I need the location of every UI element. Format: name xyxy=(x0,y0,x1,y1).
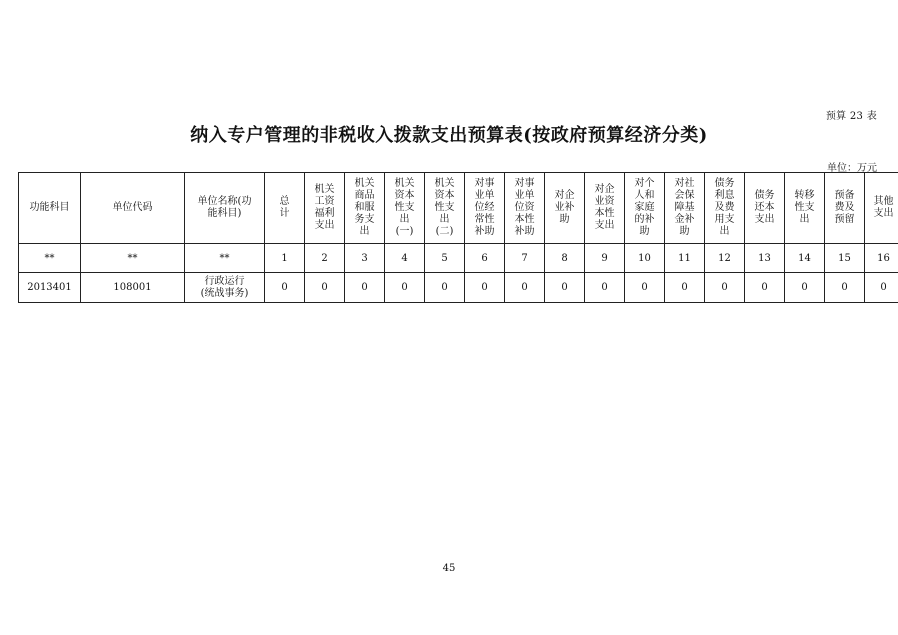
code-cell: 5 xyxy=(425,244,465,273)
code-cell: 2 xyxy=(305,244,345,273)
table-row xyxy=(19,273,898,303)
code-cell: 12 xyxy=(705,244,745,273)
header-debt-interest: 债务 利息 及费 用支 出 xyxy=(705,173,745,244)
header-other: 其他 支出 xyxy=(865,173,898,244)
code-cell: 10 xyxy=(625,244,665,273)
value-cell: 0 xyxy=(705,273,745,303)
value-cell: 0 xyxy=(385,273,425,303)
unit-name-cell: 行政运行 (统战事务) xyxy=(185,273,265,303)
value-cell: 0 xyxy=(745,273,785,303)
code-cell: 14 xyxy=(785,244,825,273)
header-debt-principal: 债务 还本 支出 xyxy=(745,173,785,244)
page-title: 纳入专户管理的非税收入拨款支出预算表(按政府预算经济分类) xyxy=(190,125,708,146)
header-transfer: 转移 性支 出 xyxy=(785,173,825,244)
code-cell: ** xyxy=(81,244,185,273)
code-cell: 9 xyxy=(585,244,625,273)
header-reserve: 预备 费及 预留 xyxy=(825,173,865,244)
header-agency-goods-services: 机关 商品 和服 务支 出 xyxy=(345,173,385,244)
code-cell: 16 xyxy=(865,244,898,273)
header-social-security-fund-subsidy: 对社 会保 障基 金补 助 xyxy=(665,173,705,244)
code-cell: 4 xyxy=(385,244,425,273)
header-enterprise-subsidy: 对企 业补 助 xyxy=(545,173,585,244)
budget-table xyxy=(18,172,898,303)
value-cell: 0 xyxy=(585,273,625,303)
function-subject-cell: 2013401 xyxy=(19,273,81,303)
code-cell: 3 xyxy=(345,244,385,273)
header-unit-name: 单位名称(功 能科目) xyxy=(185,173,265,244)
code-cell: 7 xyxy=(505,244,545,273)
code-cell: 6 xyxy=(465,244,505,273)
value-cell: 0 xyxy=(785,273,825,303)
code-cell: 11 xyxy=(665,244,705,273)
value-cell: 0 xyxy=(265,273,305,303)
header-agency-wage-welfare: 机关 工资 福利 支出 xyxy=(305,173,345,244)
header-total: 总 计 xyxy=(265,173,305,244)
value-cell: 0 xyxy=(305,273,345,303)
header-agency-capital-1: 机关 资本 性支 出 (一) xyxy=(385,173,425,244)
header-unit-code: 单位代码 xyxy=(81,173,185,244)
unit-label: 单位：万元 xyxy=(827,163,877,174)
code-cell: 1 xyxy=(265,244,305,273)
code-cell: ** xyxy=(185,244,265,273)
page-number: 45 xyxy=(442,563,456,574)
header-institution-capital-subsidy: 对事 业单 位资 本性 补助 xyxy=(505,173,545,244)
value-cell: 0 xyxy=(425,273,465,303)
header-enterprise-capital: 对企 业资 本性 支出 xyxy=(585,173,625,244)
value-cell: 0 xyxy=(825,273,865,303)
value-cell: 0 xyxy=(665,273,705,303)
table-number: 预算 23 表 xyxy=(825,111,877,122)
header-function-subject: 功能科目 xyxy=(19,173,81,244)
code-cell: 15 xyxy=(825,244,865,273)
value-cell: 0 xyxy=(505,273,545,303)
value-cell: 0 xyxy=(865,273,898,303)
value-cell: 0 xyxy=(625,273,665,303)
header-institution-recurrent-subsidy: 对事 业单 位经 常性 补助 xyxy=(465,173,505,244)
value-cell: 0 xyxy=(345,273,385,303)
code-cell: 13 xyxy=(745,244,785,273)
value-cell: 0 xyxy=(545,273,585,303)
code-cell: 8 xyxy=(545,244,585,273)
header-row xyxy=(19,173,898,244)
value-cell: 0 xyxy=(465,273,505,303)
header-agency-capital-2: 机关 资本 性支 出 (二) xyxy=(425,173,465,244)
header-individual-family-subsidy: 对个 人和 家庭 的补 助 xyxy=(625,173,665,244)
unit-code-cell: 108001 xyxy=(81,273,185,303)
column-code-row xyxy=(19,244,898,273)
code-cell: ** xyxy=(19,244,81,273)
